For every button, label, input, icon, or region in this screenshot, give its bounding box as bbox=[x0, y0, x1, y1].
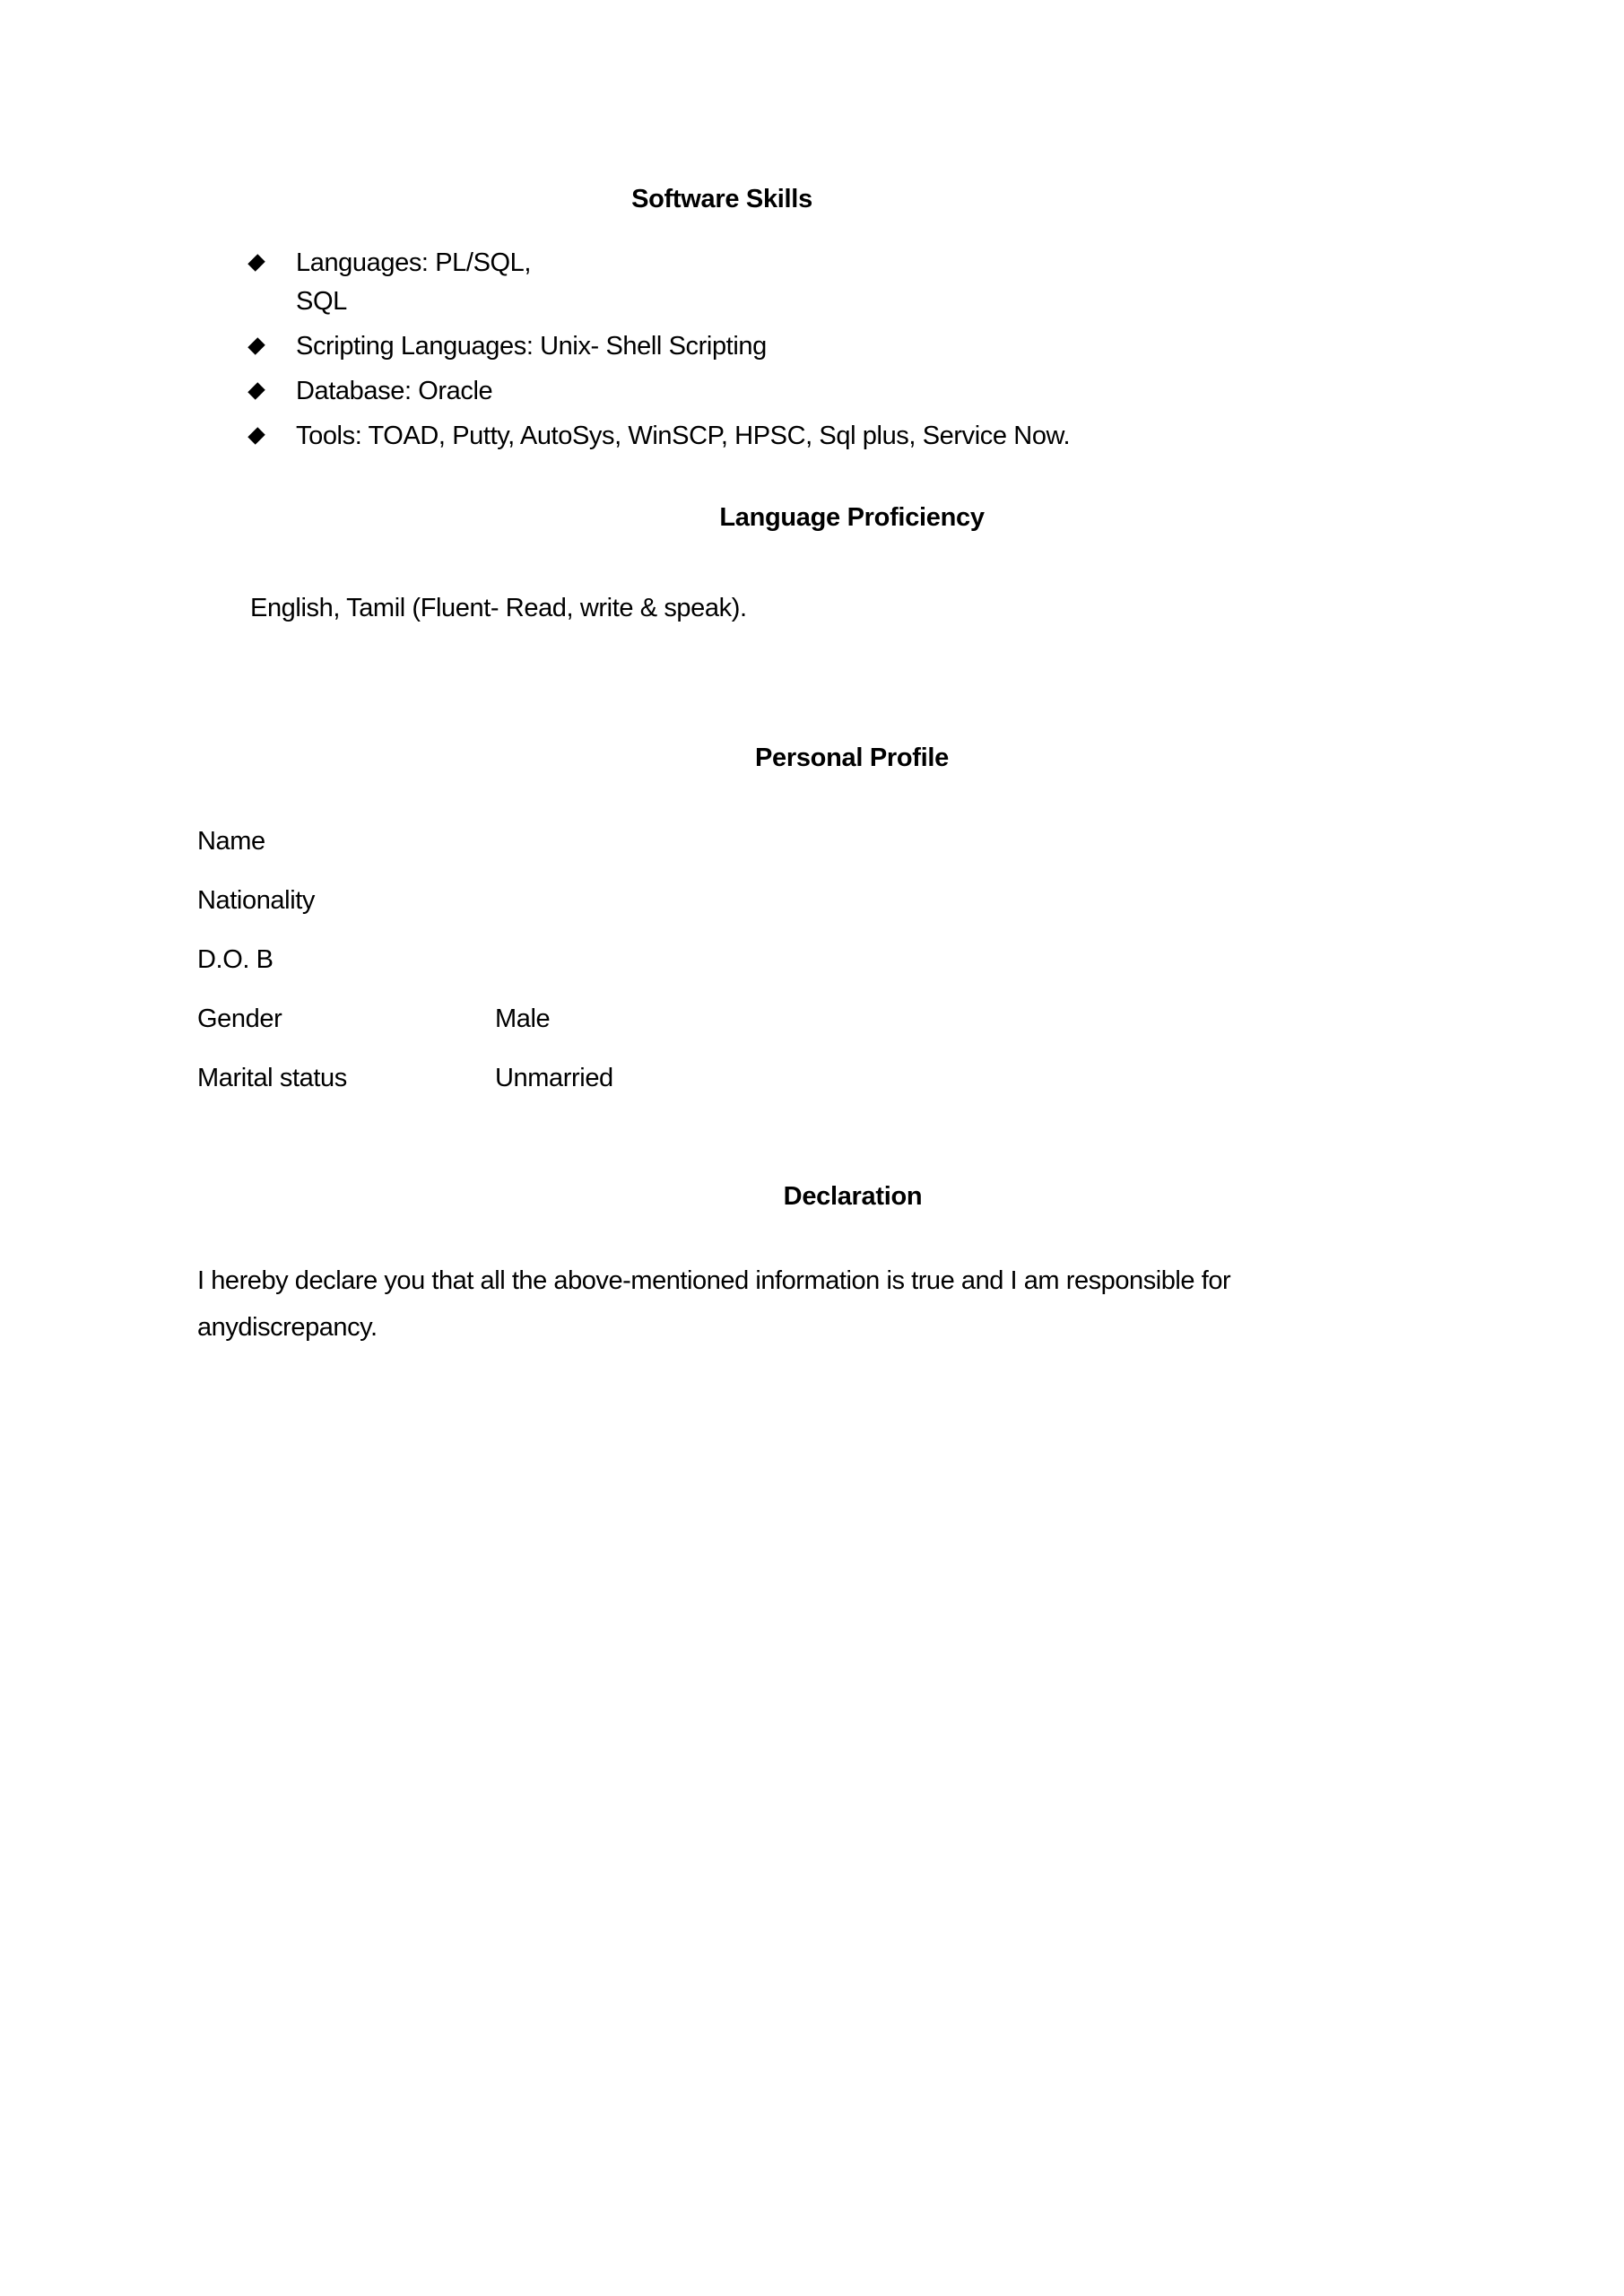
diamond-bullet-icon bbox=[248, 382, 265, 400]
skill-item-text: Languages: PL/SQL, bbox=[296, 248, 532, 277]
profile-value: Male bbox=[495, 1004, 551, 1033]
skill-item-text: Tools: TOAD, Putty, AutoSys, WinSCP, HPSC, Sql plus, Service Now. bbox=[296, 422, 1071, 450]
skill-item-text: Database: Oracle bbox=[296, 377, 493, 405]
declaration-text bbox=[197, 1257, 1471, 1351]
skill-item-text: Scripting Languages: Unix- Shell Scripting bbox=[296, 332, 767, 361]
profile-label: Marital status bbox=[197, 1064, 347, 1092]
declaration-line-1: I hereby declare you that all the above-mentioned information is true and I am responsible for bbox=[197, 1266, 1231, 1295]
language-proficiency-heading: Language Proficiency bbox=[719, 503, 985, 532]
diamond-bullet-icon bbox=[248, 254, 265, 272]
language-proficiency-text: English, Tamil (Fluent- Read, write & speak). bbox=[250, 594, 747, 622]
declaration-line-2: anydiscrepancy. bbox=[197, 1313, 378, 1342]
profile-value: Unmarried bbox=[495, 1064, 613, 1092]
diamond-bullet-icon bbox=[248, 427, 265, 445]
diamond-bullet-icon bbox=[248, 337, 265, 355]
declaration-heading: Declaration bbox=[783, 1182, 923, 1211]
profile-label: Gender bbox=[197, 1004, 282, 1033]
profile-label: Nationality bbox=[197, 886, 315, 915]
profile-label: D.O. B bbox=[197, 945, 274, 974]
profile-label: Name bbox=[197, 827, 265, 856]
skill-item-text-continued: SQL bbox=[296, 287, 347, 316]
software-skills-heading: Software Skills bbox=[631, 185, 812, 213]
personal-profile-heading: Personal Profile bbox=[755, 744, 949, 772]
